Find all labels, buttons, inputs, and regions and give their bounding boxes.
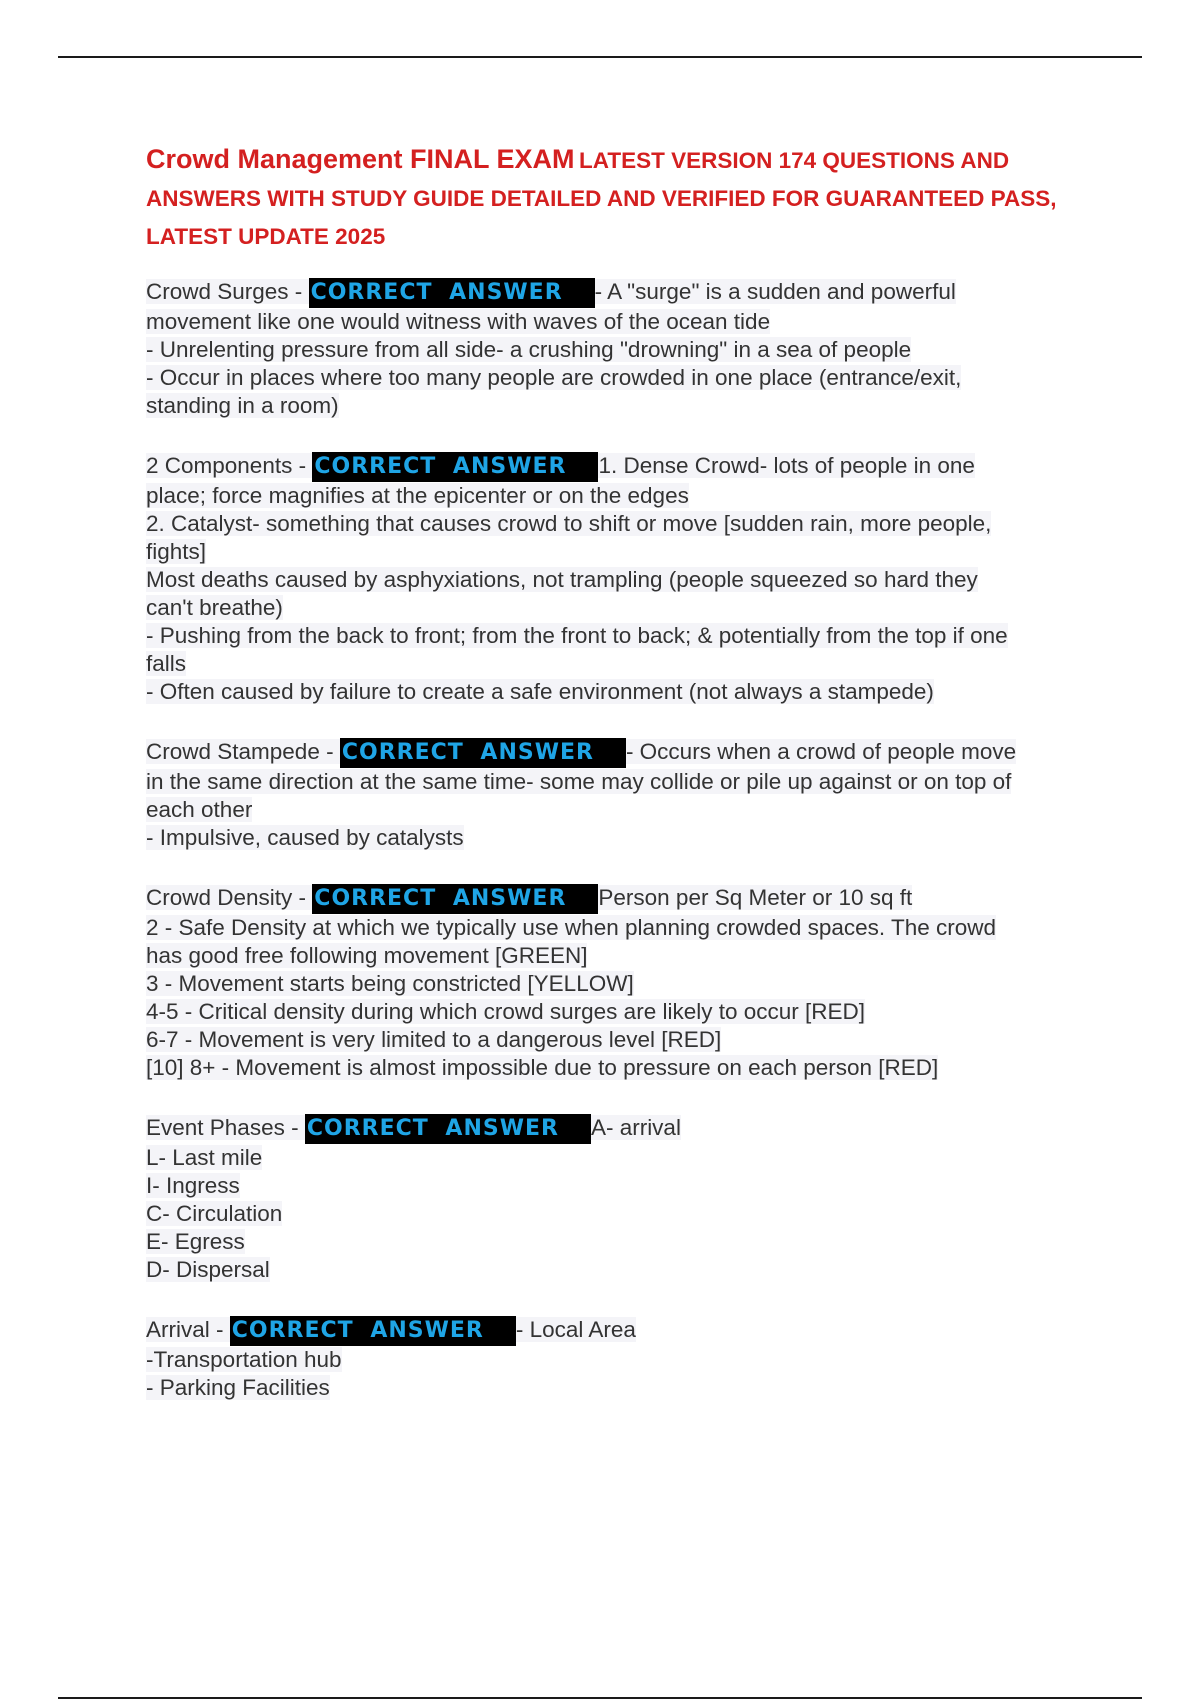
correct-answer-badge: CORRECT ANSWER: [309, 278, 595, 308]
entry-first-line: [146, 738, 1086, 768]
entry-answer-line: 2 - Safe Density at which we typically use when planning crowded spaces. The crowd: [146, 915, 997, 940]
correct-answer-badge: CORRECT ANSWER: [340, 738, 626, 768]
qa-entry: [146, 1114, 1086, 1284]
entry-first-line: [146, 452, 1086, 482]
entry-answer-start: 1. Dense Crowd- lots of people in one: [598, 453, 975, 478]
qa-entry: [146, 1316, 1086, 1402]
entry-answer-line: fights]: [146, 539, 207, 564]
title-subtitle: LATEST VERSION 174 QUESTIONS AND ANSWERS WITH STUDY GUIDE DETAILED AND VERIFIED FOR GUARANTEED PASS, LATEST UPDATE 2025: [146, 148, 1057, 249]
answer-line-row: [146, 796, 1086, 824]
entry-answer-start: - Local Area: [515, 1317, 636, 1342]
answer-line-row: [146, 308, 1086, 336]
qa-entry: [146, 278, 1086, 420]
header-rule: [58, 56, 1142, 58]
qa-entry: [146, 884, 1086, 1082]
entry-answer-line: L- Last mile: [146, 1145, 263, 1170]
entry-answer-line: D- Dispersal: [146, 1257, 270, 1282]
entry-answer-line: -Transportation hub: [146, 1347, 342, 1372]
entry-first-line: [146, 884, 1086, 914]
title-main: Crowd Management FINAL EXAM: [146, 144, 575, 174]
correct-answer-badge: CORRECT ANSWER: [230, 1316, 516, 1346]
answer-line-row: [146, 1228, 1086, 1256]
answer-line-row: [146, 1256, 1086, 1284]
qa-entry: [146, 452, 1086, 706]
entry-answer-line: standing in a room): [146, 393, 339, 418]
answer-line-row: [146, 970, 1086, 998]
entry-answer-line: - Impulsive, caused by catalysts: [146, 825, 464, 850]
entry-answer-line: [10] 8+ - Movement is almost impossible due to pressure on each person [RED]: [146, 1055, 939, 1080]
answer-line-row: [146, 538, 1086, 566]
entry-answer-line: 6-7 - Movement is very limited to a dangerous level [RED]: [146, 1027, 722, 1052]
entry-answer-line: 4-5 - Critical density during which crowd surges are likely to occur [RED]: [146, 999, 866, 1024]
answer-line-row: [146, 678, 1086, 706]
correct-answer-badge: CORRECT ANSWER: [312, 452, 598, 482]
answer-line-row: [146, 1374, 1086, 1402]
entry-first-line: [146, 278, 1086, 308]
answer-line-row: [146, 594, 1086, 622]
entry-answer-line: Most deaths caused by asphyxiations, not trampling (people squeezed so hard they: [146, 567, 978, 592]
entry-answer-line: place; force magnifies at the epicenter or on the edges: [146, 483, 689, 508]
answer-line-row: [146, 392, 1086, 420]
entry-answer-line: - Pushing from the back to front; from the front to back; & potentially from the top if one: [146, 623, 1008, 648]
entry-answer-line: 2. Catalyst- something that causes crowd to shift or move [sudden rain, more people,: [146, 511, 992, 536]
entry-answer-start: Person per Sq Meter or 10 sq ft: [598, 885, 913, 910]
footer-rule: [58, 1697, 1142, 1699]
entry-answer-line: falls: [146, 651, 187, 676]
entry-answer-line: 3 - Movement starts being constricted [YELLOW]: [146, 971, 634, 996]
entry-answer-line: I- Ingress: [146, 1173, 240, 1198]
entry-term: Crowd Surges -: [146, 279, 309, 304]
answer-line-row: [146, 1054, 1086, 1082]
correct-answer-badge: CORRECT ANSWER: [312, 884, 598, 914]
qa-list: [146, 278, 1086, 1434]
entry-answer-line: in the same direction at the same time- some may collide or pile up against or on top of: [146, 769, 1012, 794]
entry-answer-line: - Often caused by failure to create a safe environment (not always a stampede): [146, 679, 934, 704]
entry-answer-line: can't breathe): [146, 595, 283, 620]
entry-answer-line: movement like one would witness with waves of the ocean tide: [146, 309, 771, 334]
entry-answer-line: E- Egress: [146, 1229, 245, 1254]
answer-line-row: [146, 566, 1086, 594]
entry-term: Crowd Stampede -: [146, 739, 340, 764]
entry-answer-line: C- Circulation: [146, 1201, 283, 1226]
answer-line-row: [146, 1200, 1086, 1228]
entry-answer-line: - Occur in places where too many people are crowded in one place (entrance/exit,: [146, 365, 962, 390]
entry-first-line: [146, 1114, 1086, 1144]
answer-line-row: [146, 768, 1086, 796]
answer-line-row: [146, 650, 1086, 678]
correct-answer-badge: CORRECT ANSWER: [305, 1114, 591, 1144]
answer-line-row: [146, 942, 1086, 970]
entry-answer-start: - Occurs when a crowd of people move: [625, 739, 1017, 764]
qa-entry: [146, 738, 1086, 852]
entry-answer-start: - A "surge" is a sudden and powerful: [594, 279, 956, 304]
entry-first-line: [146, 1316, 1086, 1346]
answer-line-row: [146, 336, 1086, 364]
answer-line-row: [146, 1172, 1086, 1200]
answer-line-row: [146, 914, 1086, 942]
entry-term: 2 Components -: [146, 453, 313, 478]
entry-answer-line: - Parking Facilities: [146, 1375, 330, 1400]
entry-answer-line: has good free following movement [GREEN]: [146, 943, 588, 968]
answer-line-row: [146, 510, 1086, 538]
document-title: [146, 142, 1096, 257]
answer-line-row: [146, 1026, 1086, 1054]
entry-answer-line: - Unrelenting pressure from all side- a crushing "drowning" in a sea of people: [146, 337, 912, 362]
answer-line-row: [146, 622, 1086, 650]
entry-answer-start: A- arrival: [590, 1115, 681, 1140]
answer-line-row: [146, 1144, 1086, 1172]
answer-line-row: [146, 998, 1086, 1026]
answer-line-row: [146, 364, 1086, 392]
answer-line-row: [146, 1346, 1086, 1374]
entry-answer-line: each other: [146, 797, 253, 822]
entry-term: Crowd Density -: [146, 885, 313, 910]
entry-term: Arrival -: [146, 1317, 230, 1342]
answer-line-row: [146, 482, 1086, 510]
entry-term: Event Phases -: [146, 1115, 305, 1140]
answer-line-row: [146, 824, 1086, 852]
